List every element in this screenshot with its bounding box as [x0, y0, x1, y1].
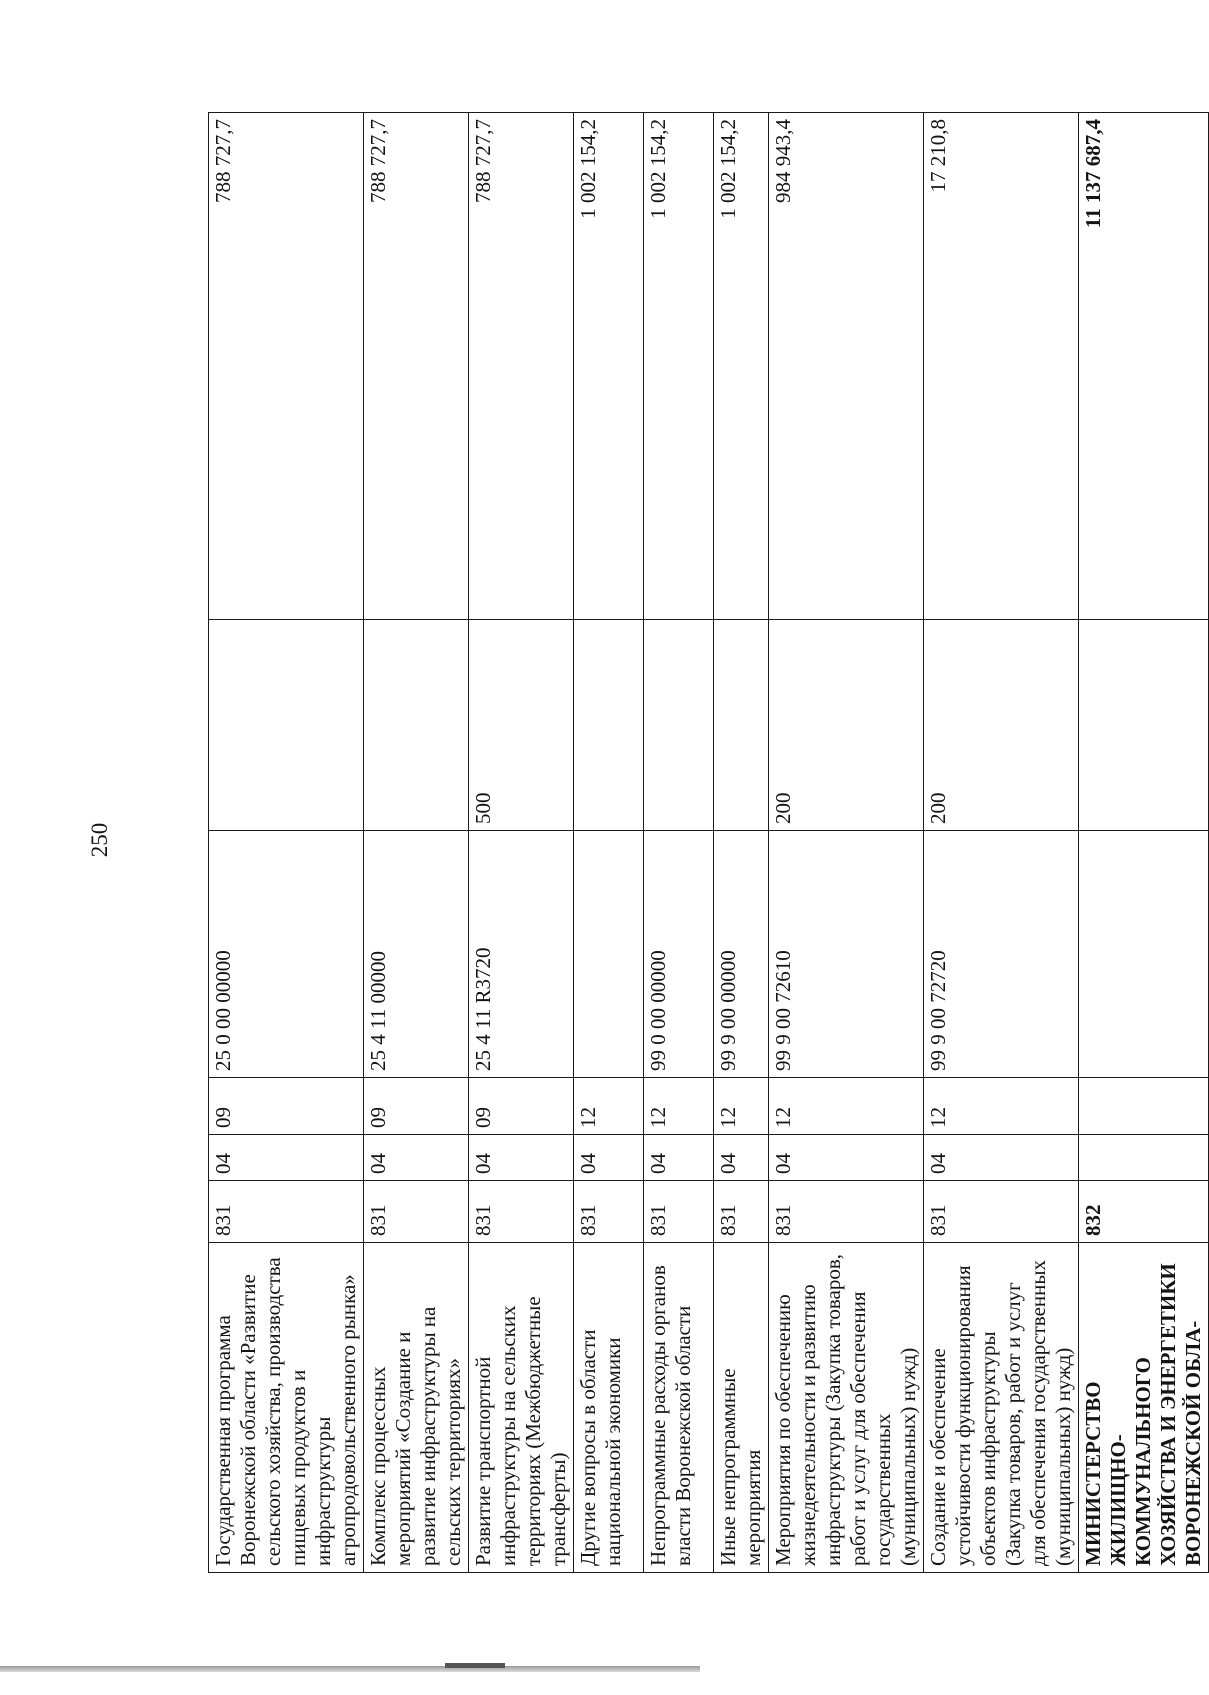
row-rz: 04 [469, 1135, 574, 1181]
row-rz: 04 [364, 1135, 469, 1181]
row-name: Развитие транспортной инфраструктуры на сельских территориях (Межбюджетные трансферты) [469, 1243, 574, 1573]
row-vr [644, 620, 714, 831]
row-rz: 04 [769, 1135, 924, 1181]
row-gr: 831 [364, 1181, 469, 1243]
row-vr [714, 620, 769, 831]
row-csr: 99 9 00 72720 [924, 831, 1079, 1078]
table-body [209, 113, 1209, 1573]
row-csr: 99 9 00 72610 [769, 831, 924, 1078]
scan-edge-line [0, 1666, 700, 1672]
budget-table [208, 112, 1209, 1573]
scan-edge-mark [445, 1663, 505, 1668]
row-name: Непрограммные расходы органов власти Воронежской области [644, 1243, 714, 1573]
row-name: Мероприятия по обеспечению жизнедеятельности и развитию инфраструктуры (Закупка товаров, работ и услуг для обеспечения государственных (муниципальных) нужд) [769, 1243, 924, 1573]
row-pr: 12 [574, 1078, 644, 1135]
table-row [574, 113, 644, 1573]
row-name: Комплекс процессных мероприятий «Создание и развитие инфраструктуры на сельских территориях» [364, 1243, 469, 1573]
row-amount: 1 002 154,2 [714, 113, 769, 620]
row-vr [574, 620, 644, 831]
row-vr [364, 620, 469, 831]
row-gr: 831 [714, 1181, 769, 1243]
row-rz: 04 [714, 1135, 769, 1181]
row-pr: 12 [769, 1078, 924, 1135]
row-amount: 11 137 687,4 [1079, 113, 1209, 620]
row-amount: 788 727,7 [364, 113, 469, 620]
table-row [769, 113, 924, 1573]
page-number: 250 [87, 822, 112, 858]
row-name: Государственная программа Воронежской области «Развитие сельского хозяйства, производства пищевых продуктов и инфраструктуры агропродовольственного рынка» [209, 1243, 364, 1573]
row-rz: 04 [209, 1135, 364, 1181]
row-name: Иные непрограммные мероприятия [714, 1243, 769, 1573]
row-rz: 04 [574, 1135, 644, 1181]
row-name: Создание и обеспечение устойчивости функционирования объектов инфраструктуры (Закупка товаров, работ и услуг для обеспечения государственных (муниципальных) нужд) [924, 1243, 1079, 1573]
row-name: Другие вопросы в области национальной экономики [574, 1243, 644, 1573]
row-vr [1079, 620, 1209, 831]
row-vr: 200 [924, 620, 1079, 831]
row-amount: 17 210,8 [924, 113, 1079, 620]
row-amount: 788 727,7 [469, 113, 574, 620]
table-row [364, 113, 469, 1573]
table-row [714, 113, 769, 1573]
row-vr: 500 [469, 620, 574, 831]
row-name: МИНИСТЕРСТВО ЖИЛИЩНО-КОММУНАЛЬНОГО ХОЗЯЙСТВА И ЭНЕРГЕТИКИ ВОРОНЕЖСКОЙ ОБЛА- [1079, 1243, 1209, 1573]
row-amount: 788 727,7 [209, 113, 364, 620]
table-row [924, 113, 1079, 1573]
row-gr: 832 [1079, 1181, 1209, 1243]
row-gr: 831 [209, 1181, 364, 1243]
row-rz: 04 [924, 1135, 1079, 1181]
row-csr [574, 831, 644, 1078]
row-pr: 12 [924, 1078, 1079, 1135]
row-gr: 831 [574, 1181, 644, 1243]
row-csr: 99 9 00 00000 [714, 831, 769, 1078]
row-rz [1079, 1135, 1209, 1181]
row-pr: 09 [469, 1078, 574, 1135]
row-rz: 04 [644, 1135, 714, 1181]
row-amount: 1 002 154,2 [574, 113, 644, 620]
table-row [469, 113, 574, 1573]
rotated-content [208, 113, 1205, 1573]
row-csr [1079, 831, 1209, 1078]
row-pr: 09 [209, 1078, 364, 1135]
row-pr: 09 [364, 1078, 469, 1135]
row-vr: 200 [769, 620, 924, 831]
row-gr: 831 [924, 1181, 1079, 1243]
row-pr: 12 [644, 1078, 714, 1135]
table-row [1079, 113, 1209, 1573]
row-csr: 99 0 00 00000 [644, 831, 714, 1078]
row-amount: 1 002 154,2 [644, 113, 714, 620]
row-csr: 25 4 11 R3720 [469, 831, 574, 1078]
row-vr [209, 620, 364, 831]
table-row [209, 113, 364, 1573]
row-gr: 831 [644, 1181, 714, 1243]
row-csr: 25 0 00 00000 [209, 831, 364, 1078]
row-amount: 984 943,4 [769, 113, 924, 620]
row-gr: 831 [769, 1181, 924, 1243]
table-row [644, 113, 714, 1573]
row-csr: 25 4 11 00000 [364, 831, 469, 1078]
row-pr: 12 [714, 1078, 769, 1135]
row-pr [1079, 1078, 1209, 1135]
row-gr: 831 [469, 1181, 574, 1243]
